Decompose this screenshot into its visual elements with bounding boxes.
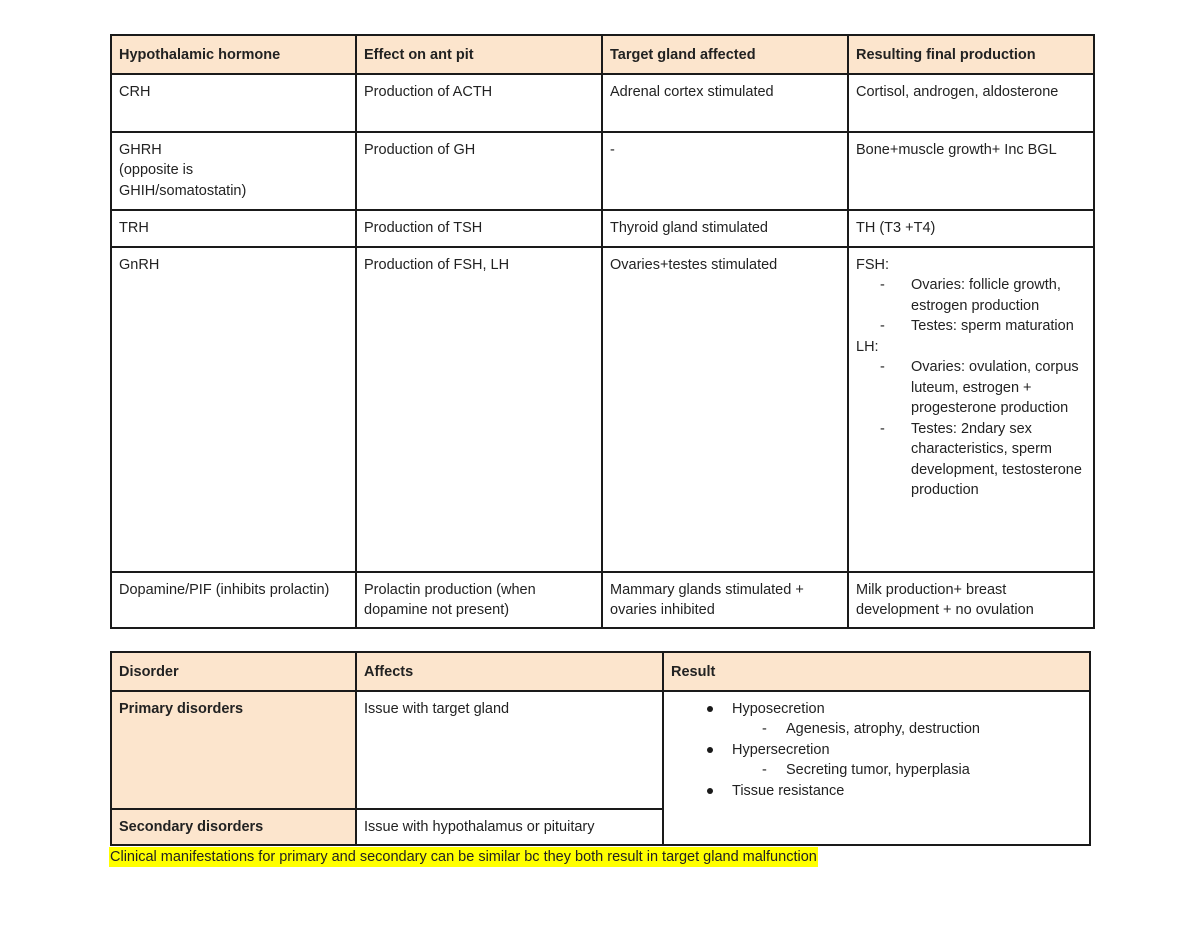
result-cell: TH (T3 +T4) <box>848 210 1094 247</box>
disorder-table <box>110 651 1091 846</box>
result-cell <box>663 691 1090 845</box>
list-item: Hyposecretion - Agenesis, atrophy, destruction <box>707 699 1082 740</box>
table-row <box>111 691 1090 809</box>
list-item: - Ovaries: ovulation, corpus luteum, estrogen + progesterone production <box>880 357 1086 419</box>
table-row <box>111 74 1094 132</box>
header-target-gland: Target gland affected <box>602 35 848 74</box>
list-item: Tissue resistance <box>707 781 1082 802</box>
target-cell: Thyroid gland stimulated <box>602 210 848 247</box>
hormone-line: (opposite is <box>119 162 194 178</box>
target-cell: Adrenal cortex stimulated <box>602 74 848 132</box>
sub-list-item: - Secreting tumor, hyperplasia <box>762 760 1082 781</box>
hormone-table <box>110 34 1095 629</box>
header-resulting-production: Resulting final production <box>848 35 1094 74</box>
fsh-list <box>856 275 1086 337</box>
hormone-cell: GnRH <box>111 247 356 572</box>
table-row <box>111 572 1094 628</box>
result-cell: Bone+muscle growth+ Inc BGL <box>848 132 1094 210</box>
table-row <box>111 210 1094 247</box>
table-row <box>111 132 1094 210</box>
lh-list <box>856 357 1086 501</box>
effect-cell: Production of ACTH <box>356 74 602 132</box>
target-cell: Ovaries+testes stimulated <box>602 247 848 572</box>
table-row <box>111 247 1094 572</box>
hormone-line: GHIH/somatostatin) <box>119 182 247 199</box>
target-cell: Mammary glands stimulated + ovaries inhibited <box>602 572 848 628</box>
secondary-affects-cell: Issue with hypothalamus or pituitary <box>356 809 663 845</box>
hormone-line: GHRH <box>119 141 162 158</box>
list-item: - Testes: 2ndary sex characteristics, sperm development, testosterone production <box>880 419 1086 501</box>
fsh-label: FSH: <box>856 256 890 273</box>
list-item: - Testes: sperm maturation <box>880 316 1086 337</box>
header-affects: Affects <box>356 652 663 691</box>
effect-cell: Prolactin production (when dopamine not present) <box>356 572 602 628</box>
primary-disorders-label: Primary disorders <box>111 691 356 809</box>
lh-label: LH: <box>856 338 879 355</box>
header-result: Result <box>663 652 1090 691</box>
highlighted-note: Clinical manifestations for primary and secondary can be similar bc they both result in target gland malfunction <box>110 849 817 865</box>
target-cell: - <box>602 132 848 210</box>
header-effect-on-ant-pit: Effect on ant pit <box>356 35 602 74</box>
header-hypothalamic-hormone: Hypothalamic hormone <box>111 35 356 74</box>
primary-affects-cell: Issue with target gland <box>356 691 663 809</box>
secondary-disorders-label: Secondary disorders <box>111 809 356 845</box>
hormone-table-header-row <box>111 35 1094 74</box>
hormone-cell: CRH <box>111 74 356 132</box>
effect-cell: Production of TSH <box>356 210 602 247</box>
result-cell: Cortisol, androgen, aldosterone <box>848 74 1094 132</box>
hormone-cell: TRH <box>111 210 356 247</box>
effect-cell: Production of FSH, LH <box>356 247 602 572</box>
header-disorder: Disorder <box>111 652 356 691</box>
list-item: Hypersecretion - Secreting tumor, hyperplasia <box>707 740 1082 781</box>
hormone-cell: Dopamine/PIF (inhibits prolactin) <box>111 572 356 628</box>
effect-cell: Production of GH <box>356 132 602 210</box>
result-cell <box>848 247 1094 572</box>
result-list <box>671 699 1082 802</box>
disorder-table-header-row <box>111 652 1090 691</box>
sub-list-item: - Agenesis, atrophy, destruction <box>762 719 1082 740</box>
hormone-cell <box>111 132 356 210</box>
result-cell: Milk production+ breast development + no ovulation <box>848 572 1094 628</box>
list-item: - Ovaries: follicle growth, estrogen production <box>880 275 1086 316</box>
